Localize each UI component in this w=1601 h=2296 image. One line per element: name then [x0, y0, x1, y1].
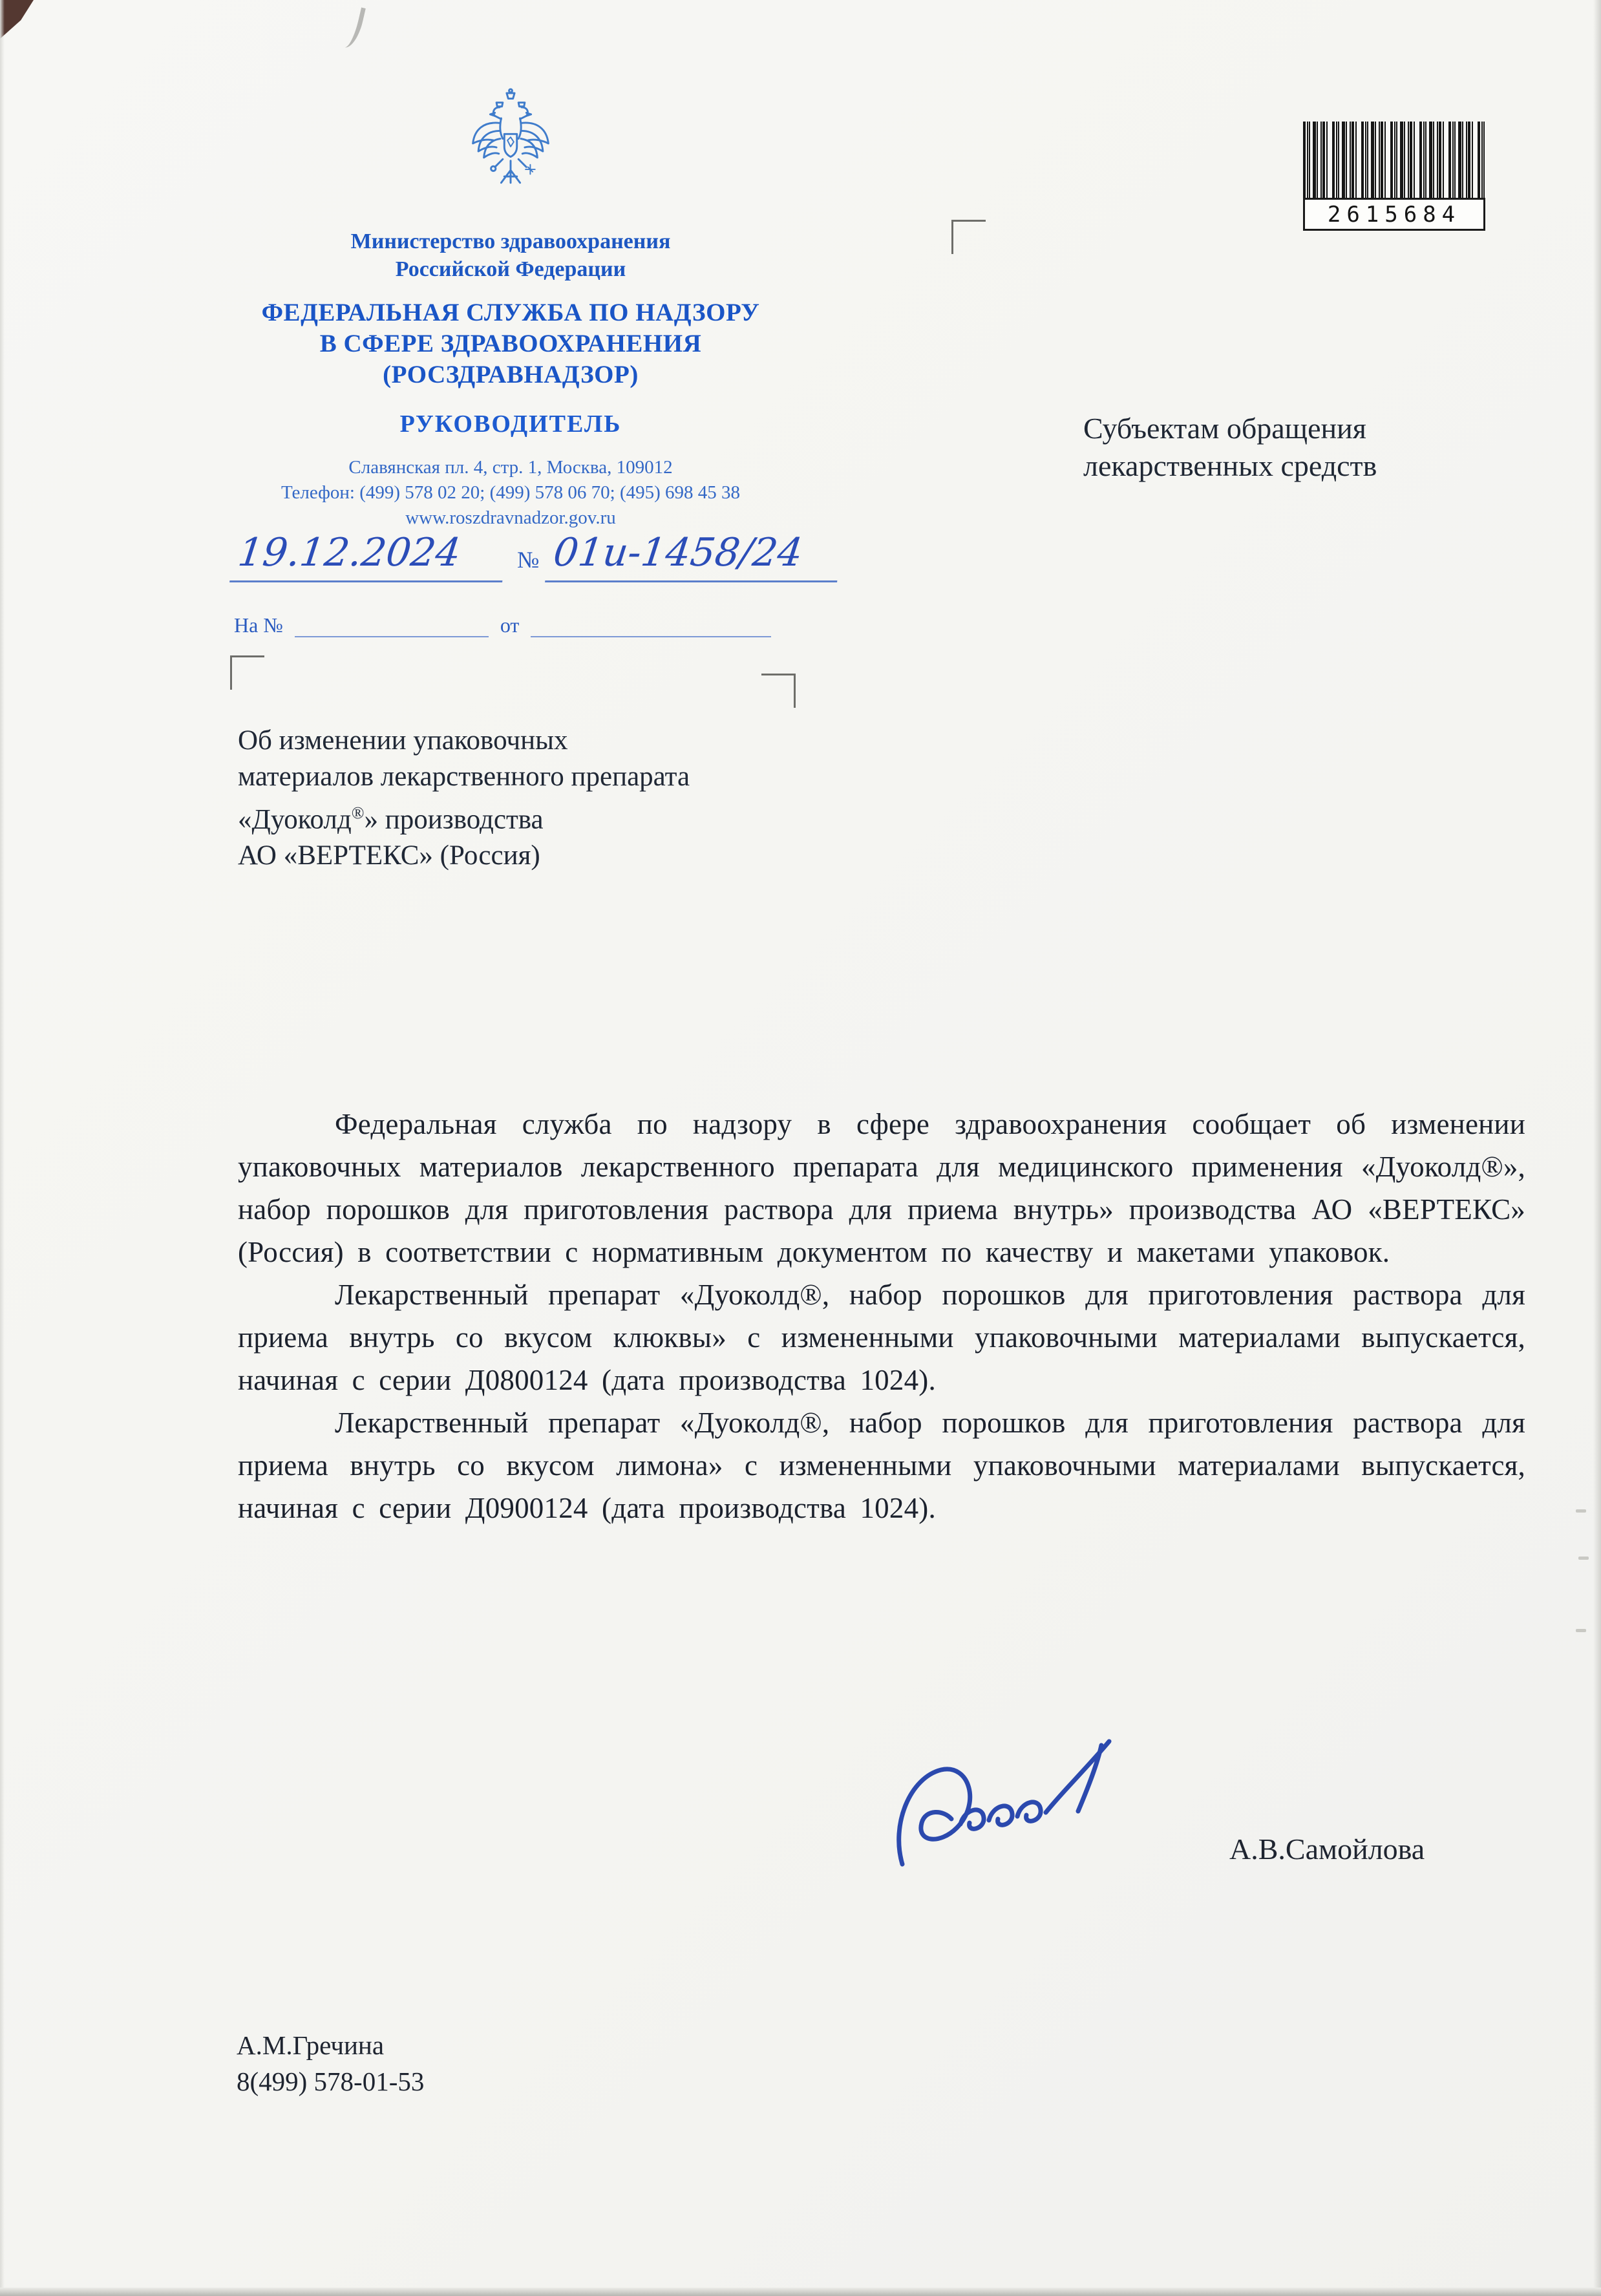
incoming-number-blank	[295, 611, 489, 637]
ot-label: от	[500, 613, 520, 637]
barcode	[1303, 122, 1485, 231]
subject-line2: материалов лекарственного препарата	[238, 761, 690, 792]
letterhead	[220, 84, 801, 531]
subject-line3-post: » производства	[364, 804, 544, 835]
executor-phone: 8(499) 578-01-53	[237, 2067, 425, 2096]
body-paragraph: Лекарственный препарат «Дуоколд®, набор порошков для приготовления раствора для приема внутрь со вкусом лимона» с измененными упаковочными материалами выпускается, начиная с серии Д0900124 (дата производства 1024).	[238, 1407, 1525, 1524]
scan-artifact	[1578, 1557, 1589, 1560]
subject-line3	[238, 795, 690, 838]
incoming-reference-row	[234, 611, 783, 637]
body-paragraph: Лекарственный препарат «Дуоколд®, набор порошков для приготовления раствора для приема внутрь со вкусом клюквы» с измененными упаковочными материалами выпускается, начиная с серии Д0800124 (дата производства 1024).	[238, 1279, 1525, 1396]
scan-edge-right	[1593, 0, 1601, 2296]
subject-line1: Об изменении упаковочных	[238, 725, 568, 756]
handwritten-date: 19.12.2024	[229, 530, 509, 582]
contact-block	[220, 455, 801, 531]
barcode-bars-icon	[1303, 122, 1485, 198]
scan-edge-left	[0, 0, 5, 2296]
incoming-date-blank	[531, 611, 771, 637]
handwritten-outgoing-number: 01и-1458/24	[545, 530, 843, 582]
ministry-name-line2: Российской Федерации	[395, 257, 626, 281]
website-url: www.roszdravnadzor.gov.ru	[405, 507, 616, 528]
corner-mark	[951, 220, 986, 254]
service-name	[220, 297, 801, 390]
subject-line4: АО «ВЕРТЕКС» (Россия)	[238, 840, 540, 871]
scan-corner-blot	[0, 0, 34, 39]
recipient-line1: Субъектам обращения	[1083, 412, 1366, 445]
position-title: РУКОВОДИТЕЛЬ	[399, 410, 622, 438]
barcode-number: 2615684	[1303, 198, 1485, 231]
scan-artifact	[1576, 1509, 1586, 1513]
postal-address: Славянская пл. 4, стр. 1, Москва, 109012	[348, 457, 673, 478]
registered-trademark-sign: ®	[351, 803, 365, 822]
body-paragraph: Федеральная служба по надзору в сфере здравоохранения сообщает об изменении упаковочных материалов лекарственного препарата для медицинского применения «Дуоколд®», набор порошков для приготовления раствора для приема внутрь» производства АО «ВЕРТЕКС» (Россия) в соответствии с нормативным документом по качеству и макетами упаковок.	[238, 1108, 1525, 1268]
scan-edge-bottom	[0, 2288, 1601, 2296]
signatory-name: А.В.Самойлова	[1229, 1833, 1425, 1865]
ministry-name-line1: Министерство здравоохранения	[350, 229, 671, 253]
service-name-line3: (РОСЗДРАВНАДЗОР)	[383, 361, 639, 388]
subject-block	[238, 723, 690, 874]
service-name-line2: В СФЕРЕ ЗДРАВООХРАНЕНИЯ	[319, 330, 702, 357]
staple-mark	[333, 3, 366, 50]
na-number-label: На №	[234, 613, 283, 637]
recipient-line2: лекарственных средств	[1083, 449, 1377, 482]
service-name-line1: ФЕДЕРАЛЬНАЯ СЛУЖБА ПО НАДЗОРУ	[261, 299, 760, 326]
phone-numbers: Телефон: (499) 578 02 20; (499) 578 06 70; (495) 698 45 38	[281, 482, 741, 503]
executor-block	[237, 2027, 424, 2099]
executor-name: А.М.Гречина	[237, 2030, 385, 2060]
outgoing-reference-row	[233, 530, 840, 582]
russia-coat-of-arms-icon	[463, 84, 558, 211]
scan-artifact	[1576, 1629, 1586, 1632]
recipient-block	[1083, 410, 1377, 485]
letter-body	[238, 1103, 1525, 1529]
corner-mark	[761, 674, 796, 708]
handwritten-signature-icon	[884, 1727, 1156, 1889]
subject-line3-pre: «Дуоколд	[238, 804, 352, 835]
number-sign: №	[517, 547, 540, 573]
corner-mark	[230, 655, 264, 690]
